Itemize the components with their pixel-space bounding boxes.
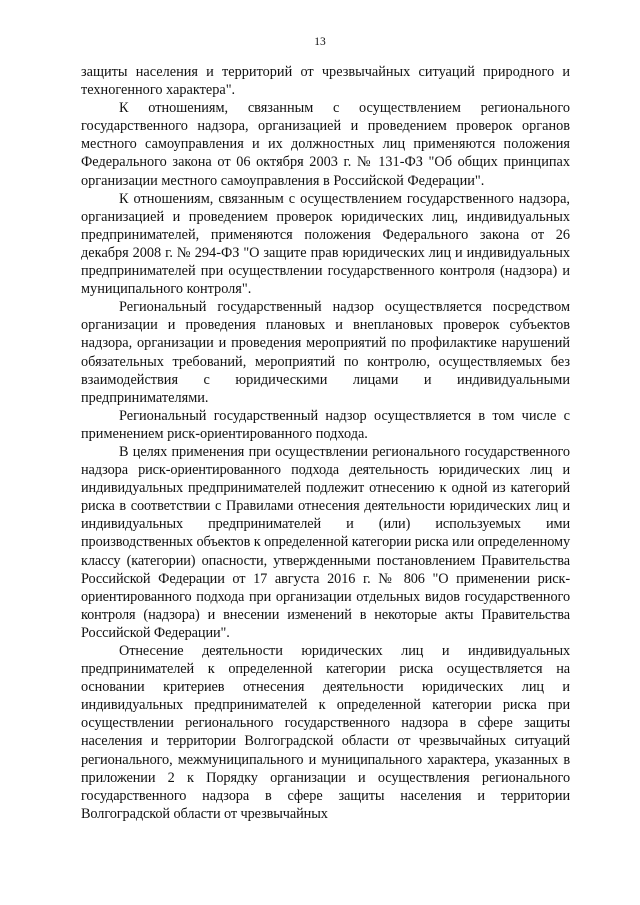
paragraph-supervision-methods: Региональный государственный надзор осуществляется посредством организации и проведения плановых и внеплановых проверок субъектов надзора, организации и проведения мероприятий по профилактике нарушений обязательных требований, мероприятий по контролю, осуществляемых без взаимодействия с юридическими лицами и индивидуальными предпринимателями. [81,299,570,406]
paragraph-risk-criteria: Отнесение деятельности юридических лиц и индивидуальных предпринимателей к определенной категории риска осуществляется на основании критериев отнесения деятельности юридических лиц и индивидуальных предпринимателей к определенной категории риска при осуществлении регионального государственного надзора в сфере защиты населения и территории Волгоградской области от чрезвычайных ситуаций регионального, межмуниципального и муниципального характера, указанных в приложении 2 к Порядку организации и осуществления регионального государственного надзора в сфере защиты населения и территории Волгоградской области от чрезвычайных [81,643,570,822]
document-body [81,63,570,823]
paragraph-risk-approach: Региональный государственный надзор осуществляется в том числе с применением риск-ориентированного подхода. [81,407,570,442]
paragraph-continuation: защиты населения и территорий от чрезвычайных ситуаций природного и техногенного характера". [81,64,570,99]
paragraph-risk-categories: В целях применения при осуществлении регионального государственного надзора риск-ориентированного подхода деятельность юридических лиц и индивидуальных предпринимателей подлежит отнесению к одной из категорий риска в соответствии с Правилами отнесения деятельности юридических лиц и индивидуальных предпринимателей и (или) используемых ими производственных объектов к определенной категории риска или определенному классу (категории) опасности, утвержденными постановлением Правительства Российской Федерации от 17 августа 2016 г. № 806 "О применении риск-ориентированного подхода при организации отдельных видов государственного контроля (надзора) и внесении изменений в некоторые акты Правительства Российской Федерации". [81,443,570,641]
page-number: 13 [314,36,326,48]
paragraph-local-self-government-law: К отношениям, связанным с осуществлением регионального государственного надзора, организацией и проведением проверок органов местного самоуправления и их должностных лиц применяются положения Федерального закона от 06 октября 2003 г. № 131-ФЗ "Об общих принципах организации местного самоуправления в Российской Федерации". [81,100,570,189]
paragraph-business-protection-law: К отношениям, связанным с осуществлением государственного надзора, организацией и проведением проверок юридических лиц, индивидуальных предпринимателей, применяются положения Федерального закона от 26 декабря 2008 г. № 294-ФЗ "О защите прав юридических лиц и индивидуальных предпринимателей при осуществлении государственного контроля (надзора) и муниципального контроля". [81,190,570,298]
